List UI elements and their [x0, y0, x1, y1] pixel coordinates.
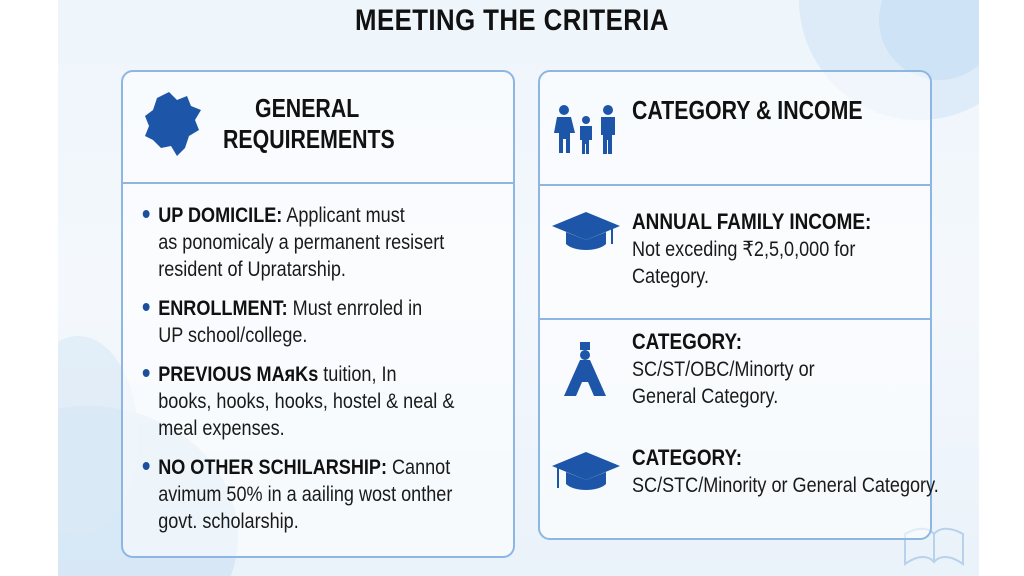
category-item — [632, 444, 939, 499]
panel-heading-line1: GENERAL — [255, 93, 360, 123]
person-tie-icon — [562, 342, 608, 398]
divider — [540, 184, 930, 186]
requirements-list — [141, 202, 501, 547]
item-text: tuition, In — [318, 363, 397, 386]
item-label: CATEGORY: — [632, 329, 743, 354]
item-text: Not exceding ₹2,5,0,000 for — [632, 238, 856, 261]
item-text: Cannot — [386, 456, 451, 479]
item-text: SC/ST/OBC/Minorty or — [632, 358, 815, 381]
item-label: NO OTHER SCHILARSHIP: — [158, 456, 387, 479]
item-text: meal expenses. — [158, 417, 285, 440]
bullet-dot-icon — [143, 369, 150, 377]
graduation-cap-icon — [550, 210, 622, 254]
item-text: books, hooks, hooks, hostel & neal & — [158, 390, 455, 413]
item-label: ANNUAL FAMILY INCOME: — [632, 209, 872, 234]
item-text: avimum 50% in a aailing wost onther — [158, 483, 453, 506]
family-icon — [552, 104, 620, 156]
page-title: MEETING THE CRITERIA — [355, 4, 669, 37]
item-text: Category. — [632, 265, 709, 288]
divider — [123, 182, 513, 184]
item-text: General Category. — [632, 385, 779, 408]
divider — [540, 318, 930, 320]
general-requirements-panel — [121, 70, 515, 558]
item-text: govt. scholarship. — [158, 510, 299, 533]
list-item — [141, 295, 519, 349]
category-item — [632, 328, 815, 410]
item-text: SC/STC/Minority or General Category. — [632, 474, 939, 497]
list-item — [141, 361, 519, 442]
list-item — [141, 454, 519, 535]
item-text: Applicant must — [282, 204, 405, 227]
panel-heading: CATEGORY & INCOME — [632, 95, 863, 125]
bullet-dot-icon — [143, 303, 150, 311]
item-text: resident of Upratarship. — [158, 258, 346, 281]
uttar-pradesh-map-icon — [143, 90, 205, 160]
list-item — [141, 202, 519, 283]
item-label: ENROLLMENT: — [158, 297, 288, 320]
category-income-panel — [538, 70, 939, 540]
item-text: as ponomicaly a permanent resisert — [158, 231, 445, 254]
bullet-dot-icon — [143, 462, 150, 470]
item-text: Must enrroled in — [287, 297, 423, 320]
item-text: UP school/college. — [158, 324, 308, 347]
item-label: UP DOMICILE: — [158, 204, 283, 227]
income-item — [632, 208, 871, 290]
item-label: PREVIOUS MAᴙKs — [158, 363, 319, 386]
graduation-cap-icon — [550, 450, 622, 494]
bullet-dot-icon — [143, 210, 150, 218]
panel-heading-line2: REQUIREMENTS — [223, 124, 395, 154]
item-label: CATEGORY: — [632, 445, 743, 470]
